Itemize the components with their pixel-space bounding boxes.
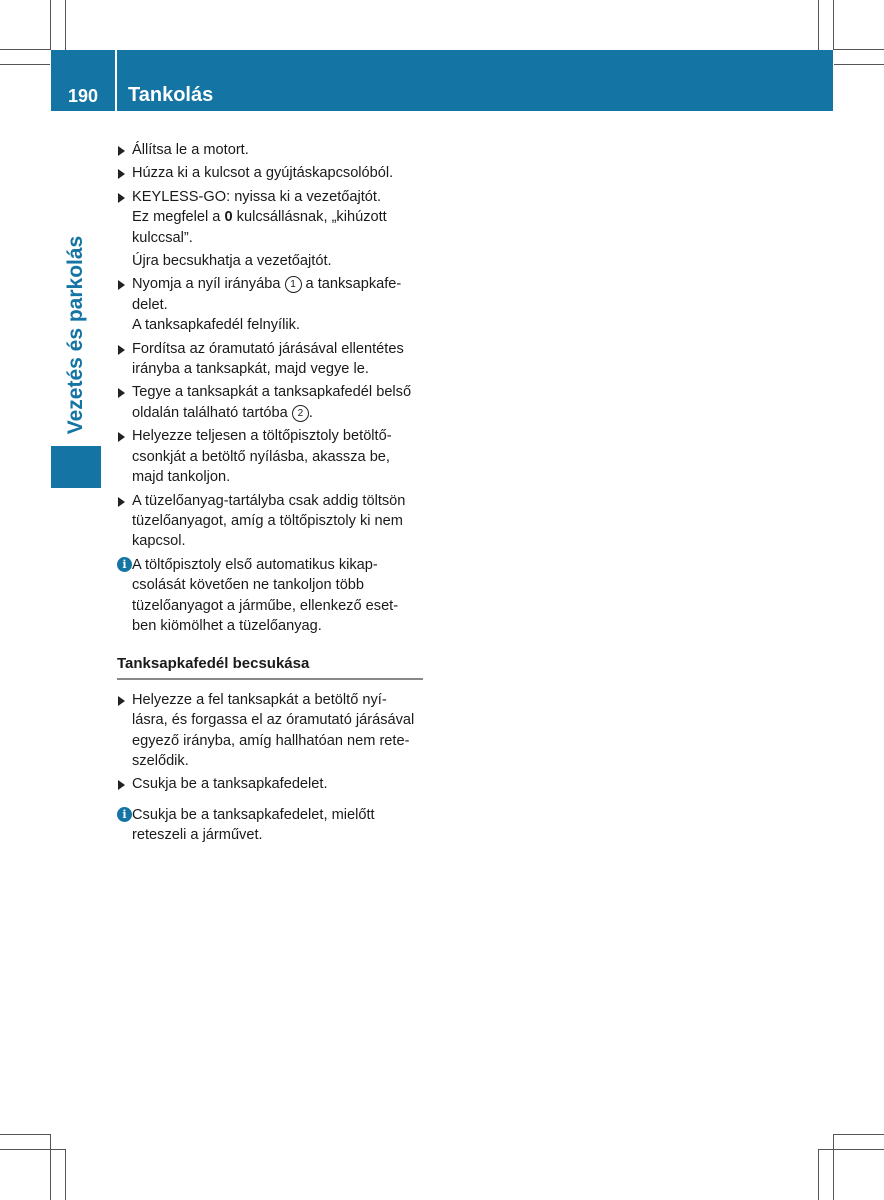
step-text: csonkját a betöltő nyílásba, akassza be, <box>132 448 390 465</box>
crop-mark <box>65 1150 66 1200</box>
crop-mark <box>833 1134 834 1200</box>
sidebar-chapter-tab <box>51 446 101 488</box>
bullet-arrow-icon <box>118 388 125 398</box>
callout-marker-2: 2 <box>292 405 309 422</box>
crop-mark <box>0 1134 50 1135</box>
step-text: majd tankoljon. <box>132 469 231 486</box>
sidebar-chapter-text: Vezetés és parkolás <box>64 235 87 435</box>
step-text-part: a tanksapkafe- <box>301 276 402 293</box>
step-item <box>117 339 423 380</box>
step-note <box>132 207 423 227</box>
step-text: kapcsol. <box>132 533 186 550</box>
page-number: 190 <box>67 86 99 106</box>
step-item <box>117 163 423 183</box>
info-note <box>117 555 423 637</box>
crop-mark <box>834 49 884 50</box>
bullet-arrow-icon <box>118 497 125 507</box>
crop-mark <box>818 1150 819 1200</box>
step-text: Fordítsa az óramutató járásával ellentétes <box>132 340 404 357</box>
step-result: A tanksapkafedél felnyílik. <box>132 317 300 334</box>
header-band <box>117 50 833 111</box>
step-item <box>117 491 423 552</box>
crop-mark <box>834 64 884 65</box>
step-text-part: . <box>308 404 313 421</box>
info-text: ben kiömölhet a tüzelőanyag. <box>132 617 322 634</box>
note-text: kulcsállásnak, „kihúzott <box>232 209 387 226</box>
bullet-arrow-icon <box>118 696 125 706</box>
step-item <box>117 774 423 794</box>
step-item <box>117 274 423 335</box>
bullet-arrow-icon <box>118 169 125 179</box>
info-text: tüzelőanyagot a járműbe, ellenkező eset- <box>132 597 399 614</box>
step-text: Helyezze a fel tanksapkát a betöltő nyí- <box>132 691 387 708</box>
crop-mark <box>0 64 50 65</box>
info-text: csolását követően ne tankoljon több <box>132 577 365 594</box>
info-text: reteszeli a járművet. <box>132 827 263 844</box>
key-position: 0 <box>224 209 233 226</box>
note-text: Ez megfelel a <box>132 209 225 226</box>
step-item <box>117 140 423 160</box>
crop-mark <box>818 1149 884 1150</box>
step-item <box>117 690 423 772</box>
step-text: tüzelőanyagot, amíg a töltőpisztoly ki nem <box>132 512 403 529</box>
step-text: delet. <box>132 296 168 313</box>
step-text: lásra, és forgassa el az óramutató járásával <box>132 712 415 729</box>
crop-mark <box>50 1134 51 1200</box>
section-heading: Tanksapkafedél becsukása <box>117 654 423 679</box>
step-text: A tüzelőanyag-tartályba csak addig töltsön <box>132 492 406 509</box>
crop-mark <box>834 1134 884 1135</box>
info-note <box>117 805 423 846</box>
step-text: Csukja be a tanksapkafedelet. <box>132 776 328 793</box>
bullet-arrow-icon <box>118 193 125 203</box>
step-text: Húzza ki a kulcsot a gyújtáskapcsolóból. <box>132 165 394 182</box>
step-text: Helyezze teljesen a töltőpisztoly betöltő- <box>132 428 392 445</box>
step-item <box>117 426 423 487</box>
step-text: Állítsa le a motort. <box>132 142 249 158</box>
info-text: A töltőpisztoly első automatikus kikap- <box>132 556 378 573</box>
step-text: egyező irányba, amíg hallhatóan nem rete- <box>132 732 410 749</box>
crop-mark <box>50 0 51 50</box>
page-title: Tankolás <box>128 84 214 106</box>
crop-mark <box>833 0 834 50</box>
step-text-part: Nyomja a nyíl irányába <box>132 276 285 293</box>
crop-mark <box>818 0 819 50</box>
step-text <box>132 403 423 423</box>
step-text-part: oldalán található tartóba <box>132 404 292 421</box>
main-content <box>117 140 423 846</box>
crop-mark <box>65 0 66 50</box>
crop-mark <box>0 49 50 50</box>
step-result: Újra becsukhatja a vezetőajtót. <box>132 253 332 270</box>
bullet-arrow-icon <box>118 432 125 442</box>
step-item <box>117 382 423 423</box>
info-text: Csukja be a tanksapkafedelet, mielőtt <box>132 806 375 823</box>
info-icon: i <box>117 557 132 572</box>
bullet-arrow-icon <box>118 780 125 790</box>
bullet-arrow-icon <box>118 146 125 156</box>
step-text <box>132 274 423 294</box>
step-text: szelődik. <box>132 752 189 769</box>
bullet-arrow-icon <box>118 280 125 290</box>
step-text: KEYLESS-GO: nyissa ki a vezetőajtót. <box>132 188 382 205</box>
step-item <box>117 187 423 272</box>
step-note: kulccsal”. <box>132 229 193 246</box>
step-text: irányba a tanksapkát, majd vegye le. <box>132 361 369 378</box>
step-text: Tegye a tanksapkát a tanksapkafedél belső <box>132 384 412 401</box>
callout-marker-1: 1 <box>285 276 302 293</box>
info-icon: i <box>117 807 132 822</box>
crop-mark <box>0 1149 66 1150</box>
bullet-arrow-icon <box>118 345 125 355</box>
